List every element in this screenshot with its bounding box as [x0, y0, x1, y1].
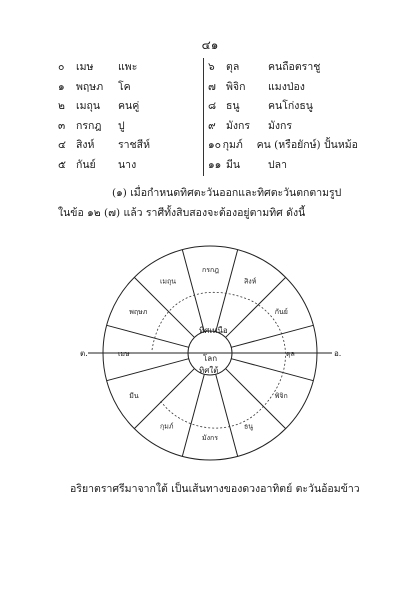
wheel-spoke [182, 374, 204, 456]
zodiac-sign-name: เมษ [76, 61, 94, 73]
zodiac-number: ๕ [58, 158, 66, 171]
zodiac-number: ๓ [58, 119, 66, 132]
wheel-spoke [107, 359, 189, 381]
zodiac-sign-name: เมถุน [76, 100, 101, 112]
zodiac-wheel-sign-label: สิงห์ [244, 277, 257, 286]
zodiac-symbol: คนถือตราชู [268, 61, 321, 73]
zodiac-wheel-sign-label: เมถุน [160, 277, 177, 286]
center-lower-label: ทิศใต้ [199, 366, 219, 375]
wheel-spoke [231, 359, 313, 381]
zodiac-symbol: มังกร [268, 119, 293, 132]
zodiac-symbol: คนโก่งธนู [268, 100, 313, 112]
zodiac-symbol: คน (หรือยักษ์) ปั้นหม้อ [256, 139, 358, 151]
zodiac-symbol: โค [118, 80, 131, 93]
zodiac-sign-name: พิจิก [226, 80, 246, 93]
wheel-spoke [182, 250, 204, 332]
zodiac-number: ๒ [58, 100, 65, 112]
center-mid-label: โลก [203, 354, 218, 363]
zodiac-symbol: นาง [118, 158, 137, 171]
zodiac-wheel-sign-label: กุมภ์ [160, 422, 174, 431]
caption: อริยาตราศรีมาจากใต้ เป็นเส้นทางของดวงอาทิตย์ ตะวันอ้อมข้าว [70, 483, 360, 495]
zodiac-wheel-sign-label: ธนู [244, 422, 254, 431]
zodiac-sign-name: มีน [226, 158, 241, 171]
zodiac-number: ๑ [58, 80, 65, 93]
zodiac-number: ๘ [208, 100, 217, 112]
zodiac-symbol: แมงป่อง [268, 80, 305, 93]
zodiac-wheel-sign-label: มีน [129, 392, 139, 400]
zodiac-symbol: ราชสีห์ [118, 139, 150, 151]
zodiac-sign-name: กันย์ [76, 158, 96, 171]
zodiac-symbol: ปู [118, 119, 125, 132]
page-number: ๔๑ [201, 38, 219, 52]
zodiac-symbol: คนคู่ [118, 100, 140, 112]
zodiac-wheel-sign-label: เมษ [118, 350, 130, 358]
zodiac-sign-name: สิงห์ [76, 139, 95, 151]
zodiac-sign-name: กุมภ์ [222, 139, 243, 151]
zodiac-sign-name: มังกร [226, 119, 251, 132]
zodiac-wheel-sign-label: มังกร [202, 434, 219, 442]
zodiac-number: ๖ [208, 61, 215, 73]
zodiac-sign-name: ตุล [226, 61, 240, 73]
zodiac-number: ๗ [208, 80, 216, 93]
zodiac-sign-name: ธนู [226, 100, 240, 112]
zodiac-symbol: ปลา [268, 158, 287, 171]
zodiac-sign-name: พฤษภ [76, 80, 104, 93]
zodiac-wheel-sign-label: พฤษภ [129, 308, 148, 316]
direction-west-label: ต. [80, 349, 88, 358]
wheel-spoke [231, 325, 313, 347]
zodiac-number: ๑๐ [208, 139, 222, 151]
wheel-spoke [216, 250, 238, 332]
direction-east-label: อ. [334, 349, 342, 358]
zodiac-wheel-sign-label: กรกฎ [202, 266, 219, 274]
zodiac-number: ๔ [58, 139, 66, 151]
zodiac-number: ๑๑ [208, 158, 222, 171]
zodiac-wheel-sign-label: กันย์ [274, 308, 288, 316]
zodiac-wheel-sign-label: พิจิก [274, 392, 288, 400]
wheel-spoke [216, 374, 238, 456]
zodiac-sign-name: กรกฎ [76, 119, 102, 132]
paragraph-instruction-continued: ในข้อ ๑๒ (๗) แล้ว ราศีทั้งสิบสองจะต้องอยู่ตามทิศ ดังนี้ [58, 207, 306, 219]
zodiac-wheel-sign-label: ตุล [286, 350, 295, 358]
zodiac-number: ๐ [58, 61, 65, 73]
wheel-spoke [134, 369, 194, 429]
paragraph-instruction: (๑) เมื่อกำหนดทิศตะวันออกและทิศตะวันตกตามรูป [112, 187, 342, 199]
wheel-spoke [107, 325, 189, 347]
zodiac-symbol: แพะ [118, 61, 138, 73]
center-upper-label: ทิศเหนือ [199, 326, 228, 335]
zodiac-number: ๙ [208, 119, 216, 132]
